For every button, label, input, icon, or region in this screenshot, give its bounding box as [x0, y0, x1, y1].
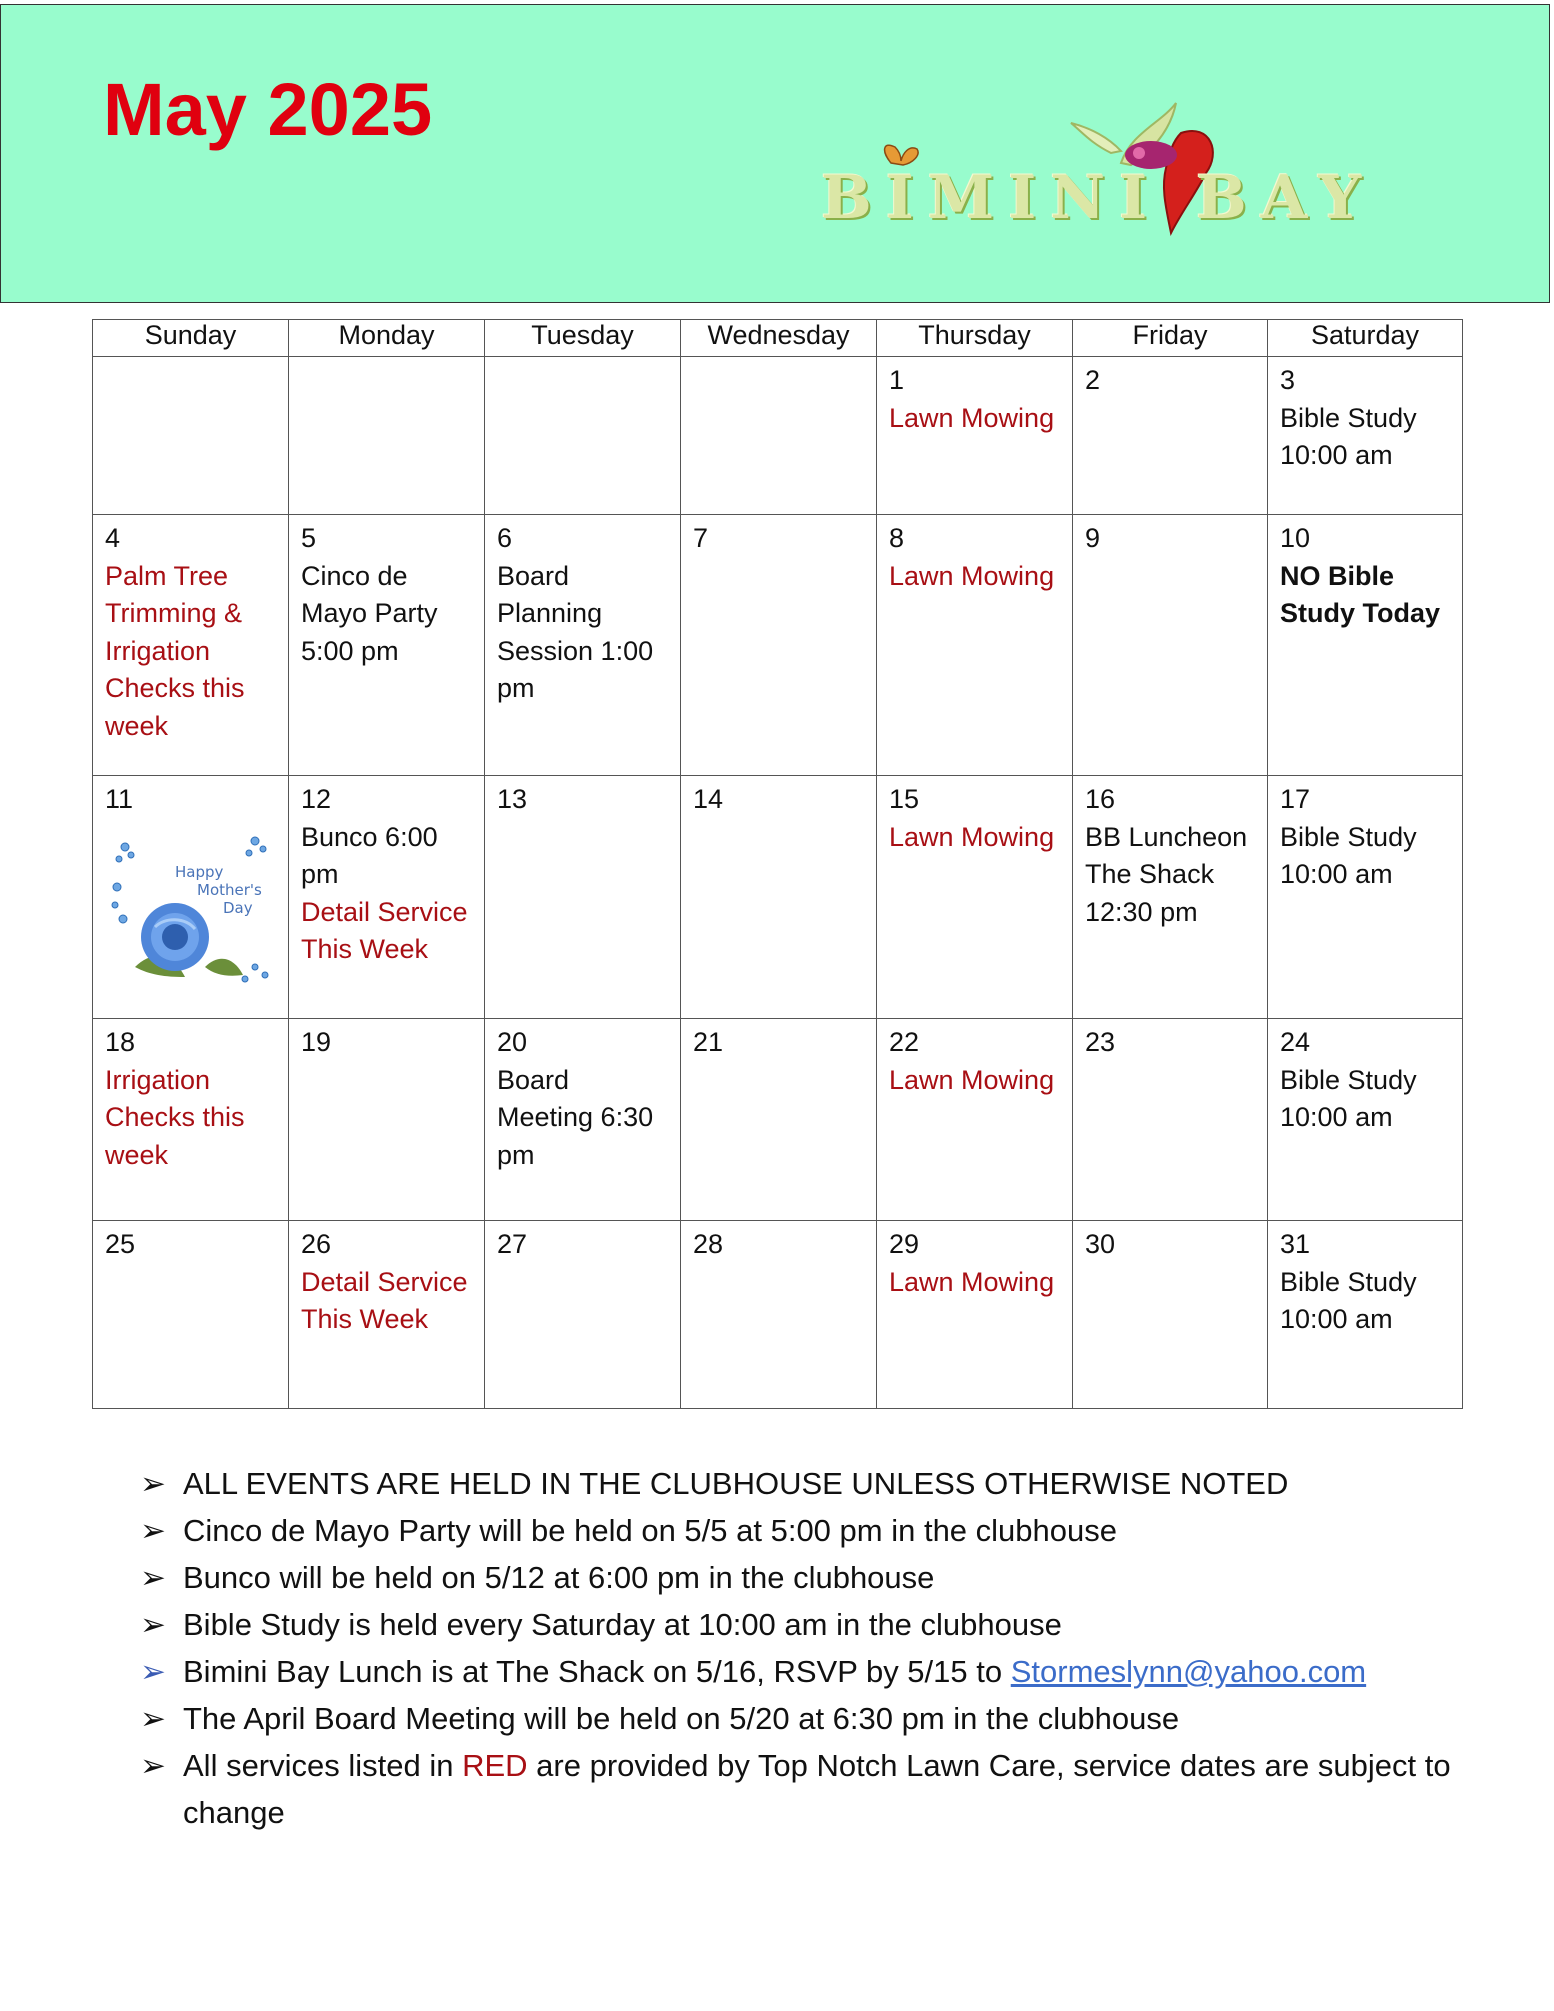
arrow-bullet-icon: ➢ — [140, 1560, 166, 1595]
day-number: 16 — [1085, 784, 1116, 814]
day-number: 14 — [693, 784, 724, 814]
calendar-event: Lawn Mowing — [889, 560, 1055, 591]
day-number: 24 — [1280, 1027, 1311, 1057]
day-number: 12 — [301, 784, 332, 814]
day-cell — [1073, 1019, 1268, 1221]
note-text: are provided by Top Notch Lawn Care, service dates are subject to change — [183, 1748, 1451, 1830]
calendar-event: Board Planning Session 1:00 pm — [497, 560, 654, 703]
day-number: 11 — [105, 784, 134, 814]
week-row — [93, 515, 1463, 776]
calendar-event: Bible Study 10:00 am — [1280, 1064, 1417, 1132]
day-cell — [1268, 357, 1463, 515]
day-cell — [1073, 776, 1268, 1019]
day-cell — [681, 1221, 877, 1409]
day-number: 3 — [1280, 365, 1296, 395]
day-number: 4 — [105, 523, 121, 553]
note-item — [140, 1507, 1470, 1554]
day-cell — [485, 1019, 681, 1221]
day-cell — [1268, 1019, 1463, 1221]
logo-wordmark: BIMINI BAY — [821, 163, 1376, 233]
calendar-event: Bible Study 10:00 am — [1280, 1266, 1417, 1334]
calendar-event: Board Meeting 6:30 pm — [497, 1064, 654, 1170]
calendar-event: Bible Study 10:00 am — [1280, 821, 1417, 889]
day-cell — [289, 1221, 485, 1409]
day-number: 30 — [1085, 1229, 1116, 1259]
day-cell — [93, 1221, 289, 1409]
note-text: Bunco will be held on 5/12 at 6:00 pm in the clubhouse — [183, 1560, 935, 1595]
weekday-header: Tuesday — [485, 320, 681, 357]
weekday-header: Monday — [289, 320, 485, 357]
day-number: 18 — [105, 1027, 136, 1057]
day-cell — [93, 1019, 289, 1221]
weekday-header: Wednesday — [681, 320, 877, 357]
day-number: 2 — [1085, 365, 1101, 395]
rsvp-email-link[interactable]: Stormeslynn@yahoo.com — [1010, 1654, 1367, 1689]
note-text: Bible Study is held every Saturday at 10:00 am in the clubhouse — [183, 1607, 1062, 1642]
day-cell — [877, 1019, 1073, 1221]
calendar-event: Lawn Mowing — [889, 402, 1055, 433]
day-number: 28 — [693, 1229, 724, 1259]
note-text: All services listed in — [183, 1748, 463, 1783]
week-row — [93, 357, 1463, 515]
calendar-event: Lawn Mowing — [889, 1266, 1055, 1297]
day-cell — [877, 515, 1073, 776]
note-item — [140, 1648, 1470, 1695]
calendar-event: Lawn Mowing — [889, 1064, 1055, 1095]
mothers-day-caption-1: Happy — [175, 862, 224, 881]
arrow-bullet-icon: ➢ — [140, 1654, 166, 1689]
day-number: 27 — [497, 1229, 528, 1259]
weekday-header-row — [93, 320, 1463, 357]
note-item — [140, 1601, 1470, 1648]
arrow-bullet-icon: ➢ — [140, 1466, 166, 1501]
day-cell — [93, 515, 289, 776]
day-number: 10 — [1280, 523, 1311, 553]
weekday-header: Sunday — [93, 320, 289, 357]
day-cell — [93, 776, 289, 1019]
day-number: 13 — [497, 784, 528, 814]
header-banner — [0, 4, 1550, 303]
day-cell — [1268, 1221, 1463, 1409]
day-cell — [289, 1019, 485, 1221]
calendar-event: NO Bible Study Today — [1280, 560, 1441, 628]
day-cell — [1268, 515, 1463, 776]
day-cell — [877, 776, 1073, 1019]
day-cell — [681, 1019, 877, 1221]
day-cell — [681, 776, 877, 1019]
note-item — [140, 1742, 1470, 1836]
day-number: 8 — [889, 523, 905, 553]
day-cell — [681, 357, 877, 515]
day-cell — [93, 357, 289, 515]
arrow-bullet-icon: ➢ — [140, 1513, 166, 1548]
day-number: 29 — [889, 1229, 920, 1259]
weekday-header: Friday — [1073, 320, 1268, 357]
note-item — [140, 1554, 1470, 1601]
calendar-event: Bunco 6:00 pm — [301, 821, 438, 889]
mothers-day-image — [105, 827, 276, 1003]
calendar-event: Detail Service This Week — [301, 896, 468, 964]
note-item — [140, 1695, 1470, 1742]
calendar-event: Detail Service This Week — [301, 1266, 468, 1334]
day-cell — [877, 357, 1073, 515]
day-number: 23 — [1085, 1027, 1116, 1057]
day-number: 9 — [1085, 523, 1101, 553]
day-cell — [681, 515, 877, 776]
day-number: 15 — [889, 784, 920, 814]
day-cell — [1073, 357, 1268, 515]
weekday-header: Thursday — [877, 320, 1073, 357]
day-number: 17 — [1280, 784, 1311, 814]
blue-rose-flowers-icon — [105, 827, 275, 992]
day-number: 21 — [693, 1027, 724, 1057]
week-row — [93, 776, 1463, 1019]
calendar-event: Bible Study 10:00 am — [1280, 402, 1417, 470]
week-row — [93, 1019, 1463, 1221]
red-highlight: RED — [462, 1748, 528, 1783]
day-cell — [289, 357, 485, 515]
calendar-event: Palm Tree Trimming & Irrigation Checks this week — [105, 560, 245, 741]
note-item — [140, 1460, 1470, 1507]
page-title: May 2025 — [103, 68, 433, 151]
day-cell — [289, 776, 485, 1019]
day-number: 6 — [497, 523, 513, 553]
day-cell — [485, 357, 681, 515]
arrow-bullet-icon: ➢ — [140, 1748, 166, 1783]
day-number: 25 — [105, 1229, 136, 1259]
day-cell — [1073, 1221, 1268, 1409]
calendar-event: BB Luncheon The Shack 12:30 pm — [1085, 821, 1248, 927]
bimini-bay-logo — [821, 93, 1511, 253]
day-number: 26 — [301, 1229, 332, 1259]
day-cell — [485, 776, 681, 1019]
week-row — [93, 1221, 1463, 1409]
day-number: 20 — [497, 1027, 528, 1057]
note-text: ALL EVENTS ARE HELD IN THE CLUBHOUSE UNLESS OTHERWISE NOTED — [183, 1466, 1289, 1501]
day-cell — [877, 1221, 1073, 1409]
calendar-event: Cinco de Mayo Party 5:00 pm — [301, 560, 438, 666]
day-cell — [1268, 776, 1463, 1019]
day-number: 19 — [301, 1027, 332, 1057]
day-number: 5 — [301, 523, 317, 553]
arrow-bullet-icon: ➢ — [140, 1607, 166, 1642]
day-cell — [485, 1221, 681, 1409]
day-number: 22 — [889, 1027, 920, 1057]
calendar-grid — [92, 319, 1463, 1409]
day-number: 7 — [693, 523, 709, 553]
day-cell — [485, 515, 681, 776]
day-number: 31 — [1280, 1229, 1311, 1259]
note-text: The April Board Meeting will be held on 5/20 at 6:30 pm in the clubhouse — [183, 1701, 1180, 1736]
notes-list — [140, 1460, 1470, 1836]
day-cell — [1073, 515, 1268, 776]
note-text: Bimini Bay Lunch is at The Shack on 5/16, RSVP by 5/15 to — [183, 1654, 1011, 1689]
calendar-event: Irrigation Checks this week — [105, 1064, 245, 1170]
calendar-event: Lawn Mowing — [889, 821, 1055, 852]
note-text: Cinco de Mayo Party will be held on 5/5 at 5:00 pm in the clubhouse — [183, 1513, 1117, 1548]
mothers-day-caption-2: Mother's — [197, 880, 262, 899]
mothers-day-caption-3: Day — [223, 898, 253, 917]
weekday-header: Saturday — [1268, 320, 1463, 357]
arrow-bullet-icon: ➢ — [140, 1701, 166, 1736]
day-number: 1 — [889, 365, 905, 395]
day-cell — [289, 515, 485, 776]
